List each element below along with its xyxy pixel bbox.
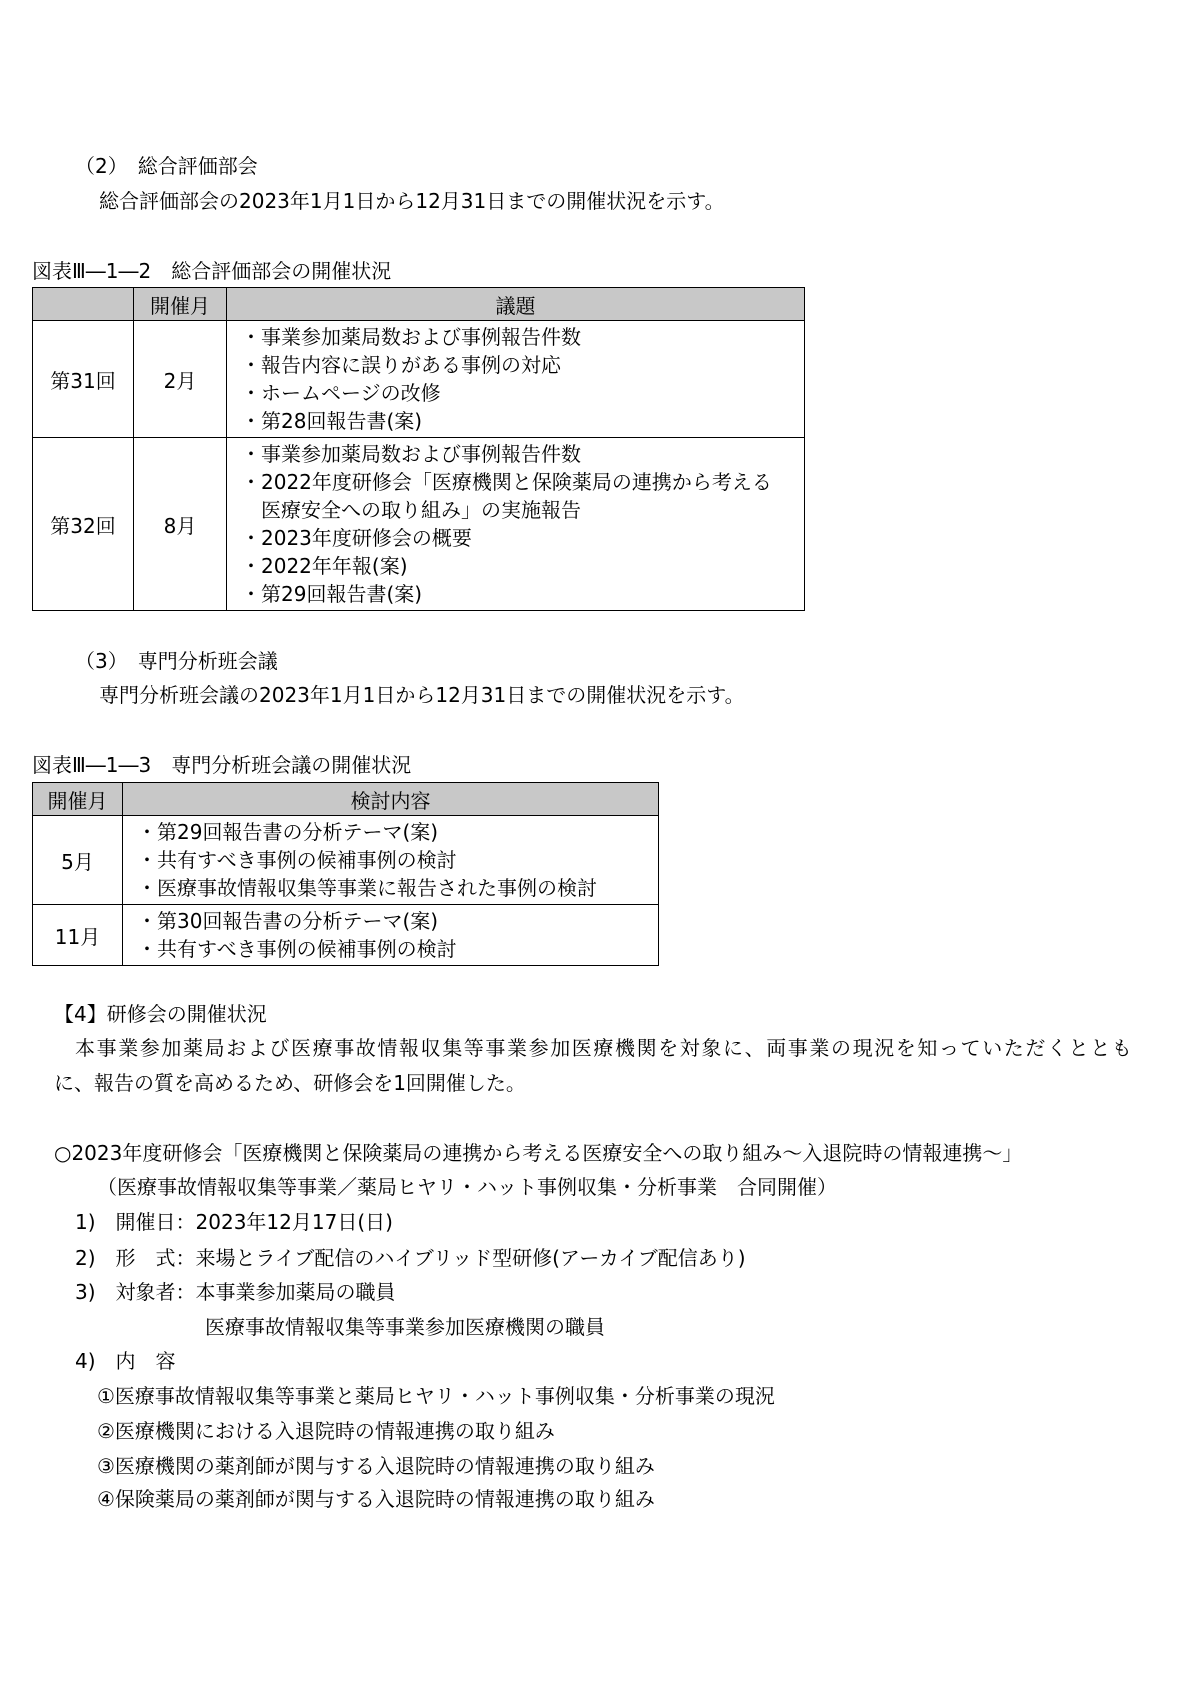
section-2-heading: （2） 総合評価部会 — [75, 154, 258, 178]
content-cell — [123, 905, 659, 966]
content-item: ③医療機関の薬剤師が関与する入退院時の情報連携の取り組み — [97, 1454, 655, 1478]
header-blank — [33, 288, 134, 321]
seminar-subtitle: （医療事故情報収集等事業／薬局ヒヤリ・ハット事例収集・分析事業 合同開催） — [97, 1175, 837, 1199]
list-item: ・第29回報告書の分析テーマ(案) — [137, 820, 439, 844]
table-row — [33, 816, 659, 905]
table-row — [33, 438, 805, 611]
seminar-title: ○2023年度研修会「医療機関と保険薬局の連携から考える医療安全への取り組み～入退院時の情報連携～」 — [54, 1141, 1023, 1165]
month-cell: 11月 — [33, 905, 123, 966]
agenda-cell — [227, 321, 805, 438]
list-item: ・事業参加薬局数および事例報告件数 — [241, 442, 581, 466]
list-item: ・第28回報告書(案) — [241, 409, 423, 433]
header-agenda: 議題 — [227, 288, 805, 321]
section-4-para-line1: 本事業参加薬局および医療事故情報収集等事業参加医療機関を対象に、両事業の現況を知っていただくととも — [75, 1036, 1134, 1060]
session-cell: 第31回 — [33, 321, 134, 438]
table-2-caption: 図表Ⅲ―1―2 総合評価部会の開催状況 — [32, 259, 392, 283]
table-3-caption: 図表Ⅲ―1―3 専門分析班会議の開催状況 — [32, 753, 412, 777]
content-item: ②医療機関における入退院時の情報連携の取り組み — [97, 1419, 555, 1443]
list-item: ・報告内容に誤りがある事例の対応 — [241, 353, 561, 377]
section-4-heading: 【4】研修会の開催状況 — [54, 1002, 267, 1026]
seminar-target-2: 医療事故情報収集等事業参加医療機関の職員 — [205, 1315, 605, 1339]
seminar-content-heading: 4) 内 容 — [75, 1349, 176, 1373]
header-month: 開催月 — [33, 783, 123, 816]
month-cell: 8月 — [134, 438, 227, 611]
month-cell: 5月 — [33, 816, 123, 905]
content-item: ①医療事故情報収集等事業と薬局ヒヤリ・ハット事例収集・分析事業の現況 — [97, 1384, 775, 1408]
section-3-body: 専門分析班会議の2023年1月1日から12月31日までの開催状況を示す。 — [99, 683, 745, 707]
header-month: 開催月 — [134, 288, 227, 321]
header-content: 検討内容 — [123, 783, 659, 816]
list-item: ・共有すべき事例の候補事例の検討 — [137, 937, 457, 961]
list-item: 医療安全への取り組み」の実施報告 — [241, 498, 581, 522]
list-item: ・第29回報告書(案) — [241, 582, 423, 606]
list-item: ・2023年度研修会の概要 — [241, 526, 472, 550]
table-row — [33, 321, 805, 438]
list-item: ・共有すべき事例の候補事例の検討 — [137, 848, 457, 872]
session-cell: 第32回 — [33, 438, 134, 611]
month-cell: 2月 — [134, 321, 227, 438]
section-4-para-line2: に、報告の質を高めるため、研修会を1回開催した。 — [54, 1071, 526, 1095]
table-row — [33, 905, 659, 966]
list-item: ・医療事故情報収集等事業に報告された事例の検討 — [137, 876, 597, 900]
seminar-date: 1) 開催日：2023年12月17日(日) — [75, 1210, 393, 1234]
seminar-target: 3) 対象者：本事業参加薬局の職員 — [75, 1280, 396, 1304]
list-item: ・第30回報告書の分析テーマ(案) — [137, 909, 439, 933]
list-item: ・ホームページの改修 — [241, 381, 441, 405]
seminar-format: 2) 形 式：来場とライブ配信のハイブリッド型研修(アーカイブ配信あり) — [75, 1246, 746, 1270]
section-3-heading: （3） 専門分析班会議 — [75, 649, 278, 673]
table-2 — [32, 287, 805, 611]
agenda-cell — [227, 438, 805, 611]
list-item: ・2022年年報(案) — [241, 554, 408, 578]
list-item: ・2022年度研修会「医療機関と保険薬局の連携から考える — [241, 470, 772, 494]
section-2-body: 総合評価部会の2023年1月1日から12月31日までの開催状況を示す。 — [99, 189, 725, 213]
list-item: ・事業参加薬局数および事例報告件数 — [241, 325, 581, 349]
content-cell — [123, 816, 659, 905]
table-3 — [32, 782, 659, 966]
content-item: ④保険薬局の薬剤師が関与する入退院時の情報連携の取り組み — [97, 1487, 655, 1511]
